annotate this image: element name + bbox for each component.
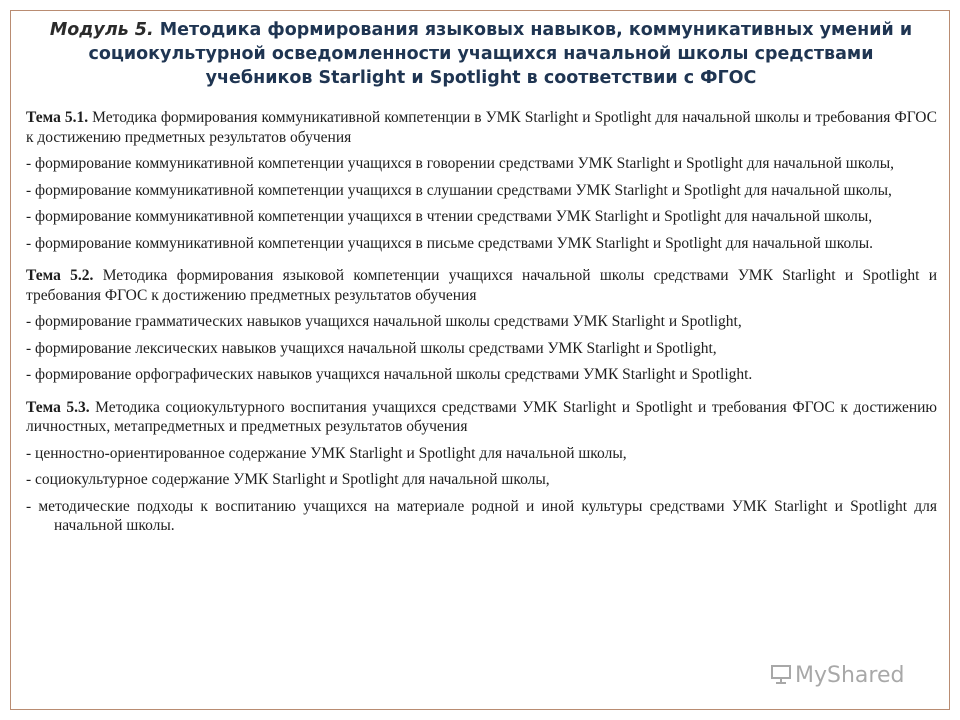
topic-heading — [26, 398, 937, 437]
list-item: - ценностно-ориентированное содержание УМК Starlight и Spotlight для начальной школы, — [26, 444, 627, 462]
watermark — [770, 663, 904, 688]
list-item: - формирование орфографических навыков учащихся начальной школы средствами УМК Starlight и Spotlight. — [26, 366, 753, 383]
list-item: - формирование коммуникативной компетенции учащихся в говорении средствами УМК Starlight и Spotlight для начальной школы, — [26, 155, 895, 172]
topic-text: Методика формирования коммуникативной компетенции в УМК Starlight и Spotlight для начальной школы и требования ФГОС к достижению предметных результатов обучения — [26, 109, 937, 146]
topic-text: Методика формирования языковой компетенции учащихся начальной школы средствами УМК Starlight и Spotlight и требования ФГОС к достижению предметных результатов обучения — [26, 267, 938, 304]
topic-heading — [26, 266, 937, 305]
presentation-icon — [770, 663, 792, 685]
watermark-text: MyShared — [795, 663, 905, 688]
list-item: - формирование грамматических навыков учащихся начальной школы средствами УМК Starlight и Spotlight, — [26, 313, 742, 330]
topic-heading — [26, 108, 937, 147]
module-label: Модуль 5. — [49, 20, 154, 40]
topics-content — [26, 108, 937, 536]
topic-text: Методика социокультурного воспитания учащихся средствами УМК Starlight и Spotlight и требования ФГОС к достижению личностных, метапредметных и предметных результатов обучения — [26, 398, 937, 435]
list-item: - формирование лексических навыков учащихся начальной школы средствами УМК Starlight и Spotlight, — [26, 339, 717, 357]
section-gap — [26, 385, 937, 398]
slide-title — [36, 18, 926, 90]
list-item: - формирование коммуникативной компетенции учащихся в письме средствами УМК Starlight и Spotlight для начальной школы. — [26, 234, 874, 252]
section-gap — [26, 253, 937, 266]
topic-label: Тема 5.3. — [26, 398, 90, 416]
list-item: - социокультурное содержание УМК Starlight и Spotlight для начальной школы, — [26, 471, 550, 488]
topic-label: Тема 5.1. — [26, 109, 89, 126]
list-item: - формирование коммуникативной компетенции учащихся в слушании средствами УМК Starlight и Spotlight для начальной школы, — [26, 181, 892, 199]
list-item: - формирование коммуникативной компетенции учащихся в чтении средствами УМК Starlight и Spotlight для начальной школы, — [26, 208, 873, 225]
topic-label: Тема 5.2. — [26, 267, 94, 284]
list-item: - методические подходы к воспитанию учащихся на материале родной и иной культуры средствами УМК Starlight и Spotlight для начальной школы. — [26, 497, 937, 534]
title-text: Методика формирования языковых навыков, коммуникативных умений и социокультурной осведомленности учащихся начальной школы средствами учебников Starlight и Spotlight в соответствии с ФГОС — [88, 20, 913, 88]
